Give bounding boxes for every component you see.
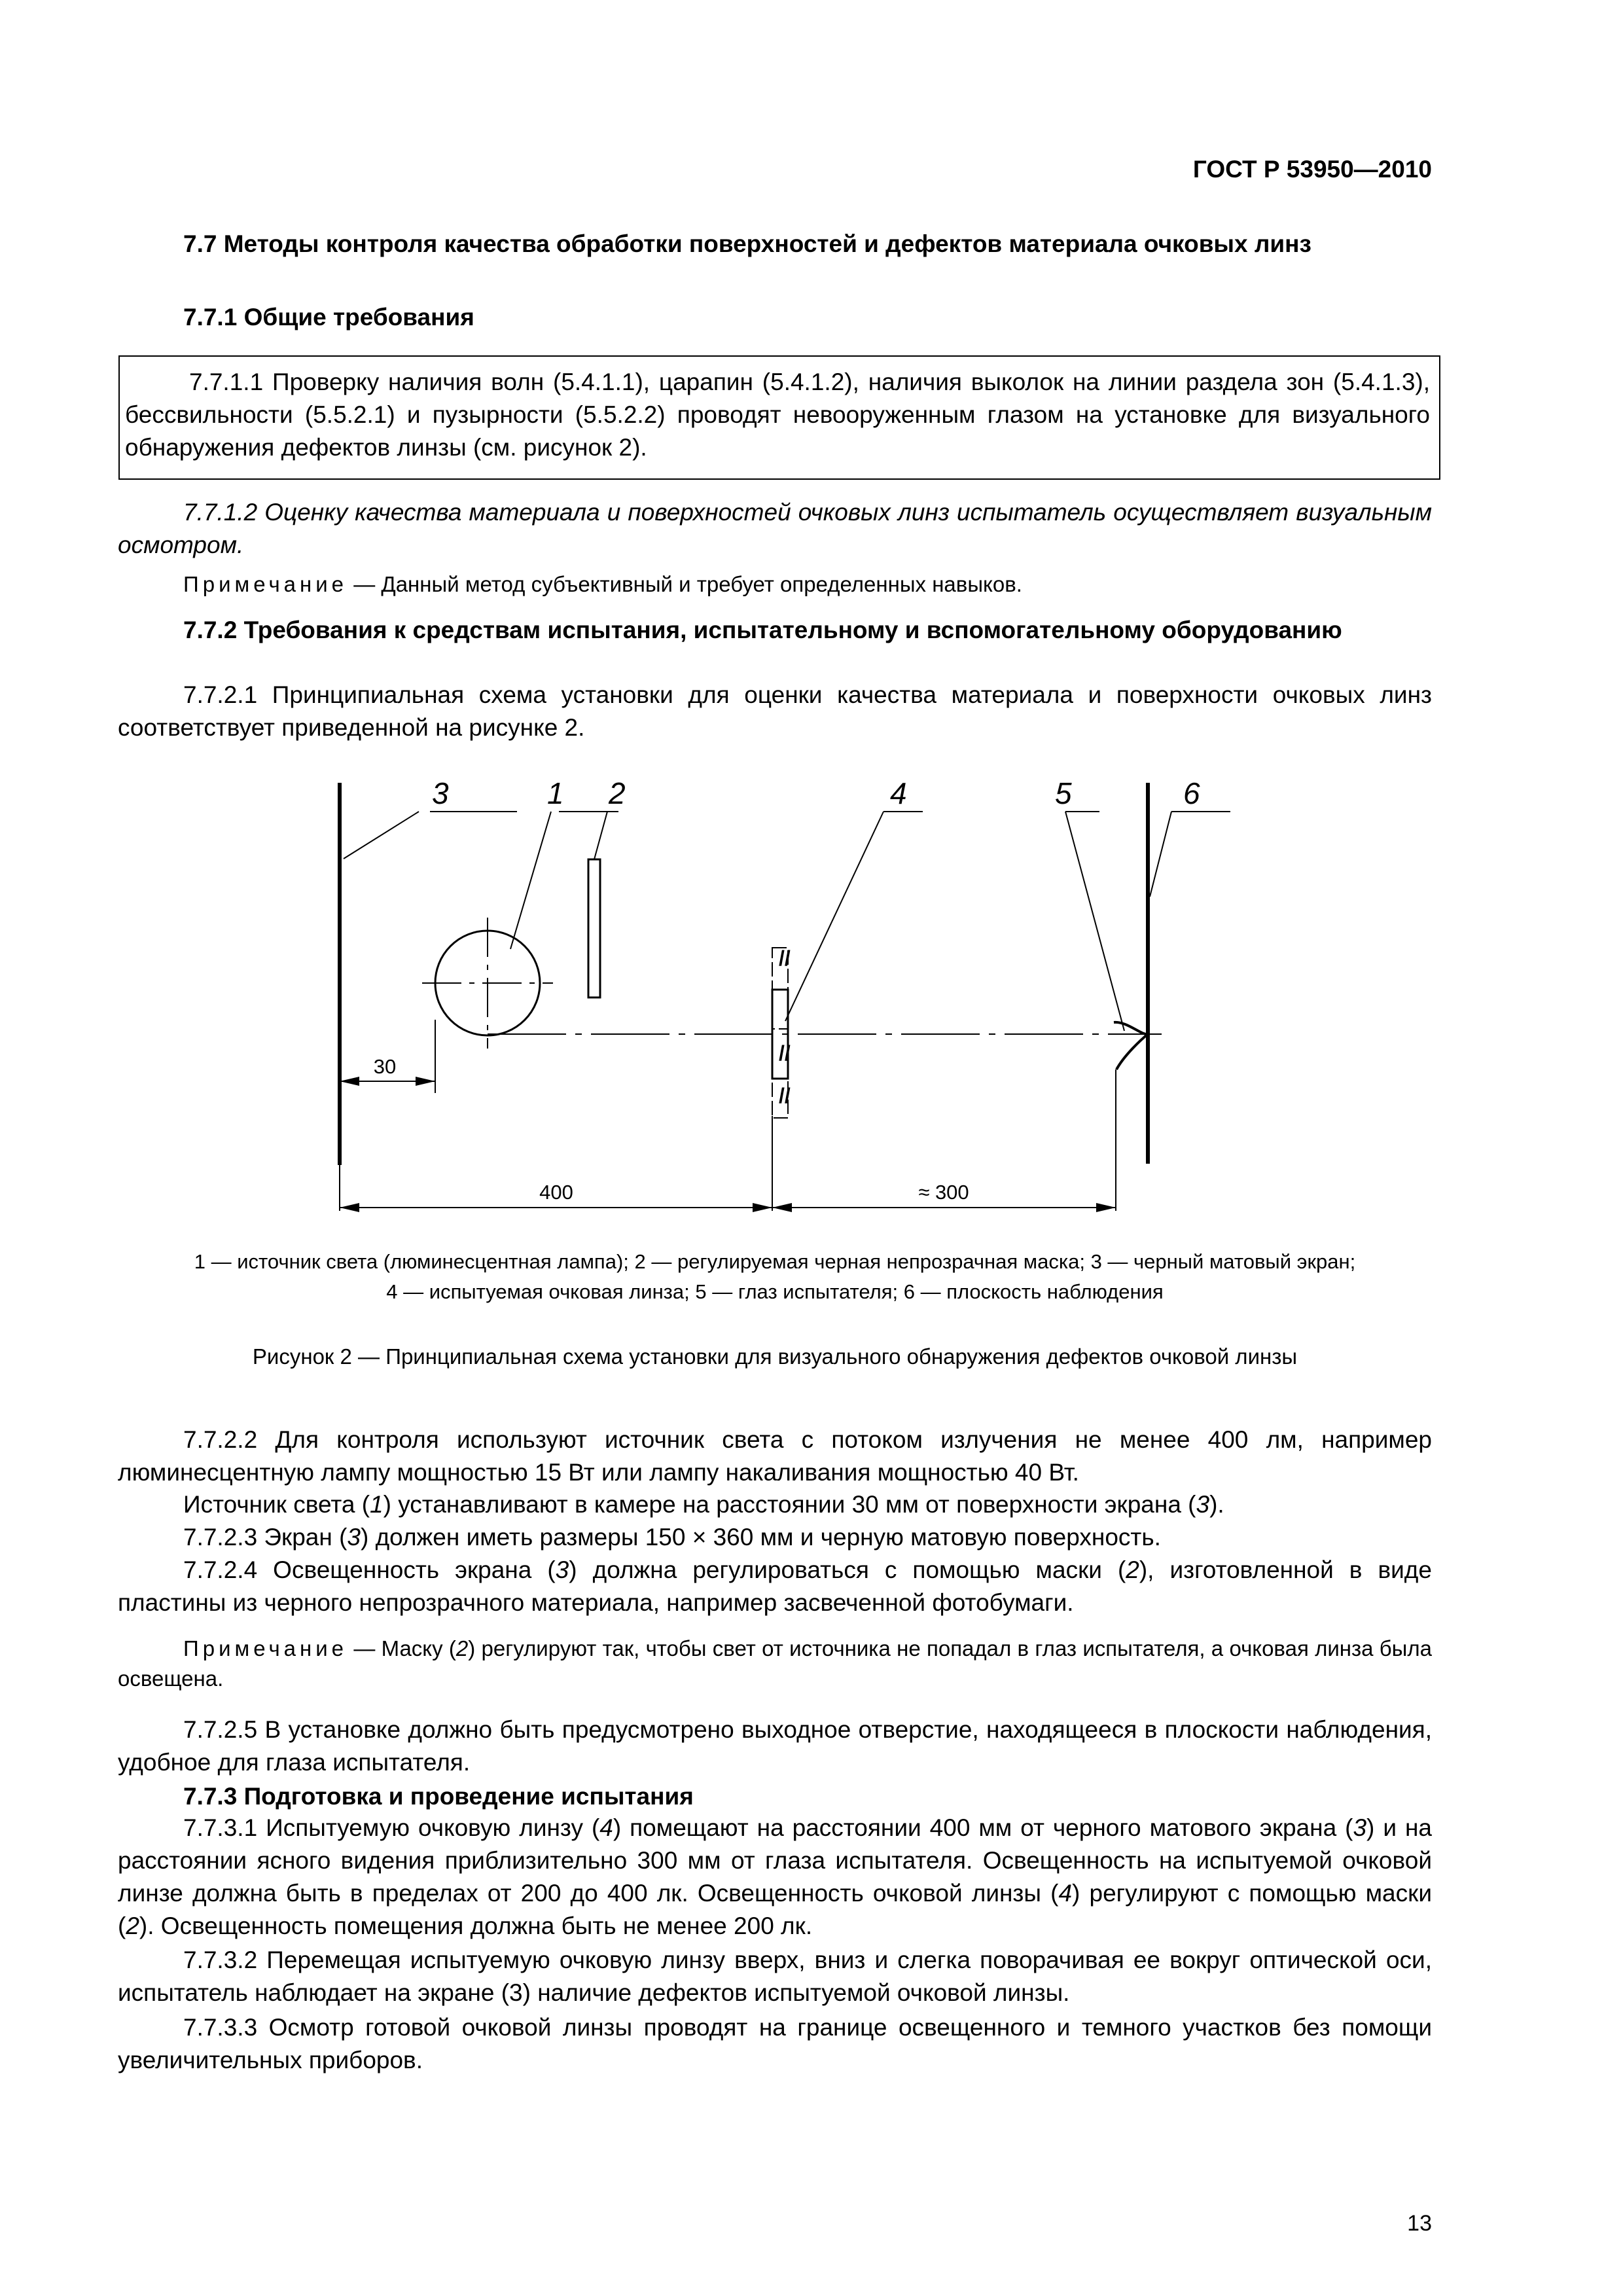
hatch-mark-1: // <box>779 946 791 970</box>
text-fragment: ) должна регулироваться с помощью маски ( <box>569 1556 1126 1583</box>
legend-line-1: 1 — источник света (люминесцентная лампа); 2 — регулируемая черная непрозрачная маска; 3 — черный матовый экран; <box>194 1250 1356 1273</box>
arrow-400-left <box>340 1203 359 1212</box>
text-fragment: ). Освещенность помещения должна быть не менее 200 лк. <box>139 1912 813 1939</box>
ref-4: 4 <box>599 1814 613 1841</box>
note-label: Примечание <box>183 1636 348 1660</box>
text-fragment: ) должен иметь размеры 150 × 360 мм и черную матовую поверхность. <box>360 1524 1161 1551</box>
paragraph-light-source <box>183 1488 1224 1521</box>
text-fragment: 7.7.2.3 Экран ( <box>183 1524 348 1551</box>
section-7-7-2-heading: 7.7.2 Требования к средствам испытания, испытательному и вспомогательному оборудованию <box>183 617 1342 643</box>
text-fragment: ) регулируют с помощью маски ( <box>118 1880 1432 1939</box>
text-fragment: — Маску ( <box>353 1636 456 1660</box>
text-fragment: ) устанавливают в камере на расстоянии 30 мм от поверхности экрана ( <box>383 1491 1196 1518</box>
text-fragment: 7.7.3.1 Испытуемую очковую линзу ( <box>183 1814 600 1841</box>
ref-3: 3 <box>1196 1491 1210 1518</box>
paragraph-7-7-2-3 <box>183 1521 1161 1554</box>
text-fragment: ). <box>1209 1491 1224 1518</box>
dim-label-300: ≈ 300 <box>918 1181 969 1204</box>
text-fragment: 7.7.2.4 Освещенность экрана ( <box>183 1556 556 1583</box>
note-label: Примечание <box>183 572 348 596</box>
ref-2: 2 <box>126 1912 139 1939</box>
label-3: 3 <box>432 776 449 810</box>
section-title: Методы контроля качества обработки поверхностей и дефектов материала очковых линз <box>223 230 1311 257</box>
arrow-30-left <box>340 1077 359 1086</box>
paragraph-7-7-1-2: 7.7.1.2 Оценку качества материала и поверхностей очковых линз испытатель осуществляет визуальным осмотром. <box>118 499 1432 558</box>
leader-2 <box>594 812 607 859</box>
ref-4: 4 <box>1058 1880 1073 1907</box>
hatch-mark-2: // <box>779 1041 791 1065</box>
ref-3: 3 <box>555 1556 569 1583</box>
ref-3: 3 <box>347 1524 361 1551</box>
paragraph-7-7-1-1: 7.7.1.1 Проверку наличия волн (5.4.1.1), царапин (5.4.1.2), наличия выколок на линии раздела зон (5.4.1.3), бессвильности (5.5.2.1) и пузырности (5.5.2.2) проводят невооруженным глазом на установке для визуального обнаружения дефектов линзы (см. рисунок 2). <box>125 368 1430 461</box>
paragraph-7-7-3-2: 7.7.3.2 Перемещая испытуемую очковую линзу вверх, вниз и слегка поворачивая ее вокруг оптической оси, испытатель наблюдает на экране (3) наличие дефектов испытуемой очковой линзы. <box>118 1946 1432 2006</box>
note-text: — Данный метод субъективный и требует определенных навыков. <box>353 572 1022 596</box>
leader-3 <box>344 812 419 859</box>
leader-1 <box>510 812 551 949</box>
label-4: 4 <box>890 776 907 810</box>
text-fragment: Источник света ( <box>183 1491 370 1518</box>
paragraph-7-7-3-3: 7.7.3.3 Осмотр готовой очковой линзы проводят на границе освещенного и темного участков без помощи увеличительных приборов. <box>118 2014 1432 2073</box>
ref-3: 3 <box>1353 1814 1367 1841</box>
paragraph-7-7-2-5: 7.7.2.5 В установке должно быть предусмотрено выходное отверстие, находящееся в плоскости наблюдения, удобное для глаза испытателя. <box>118 1716 1432 1776</box>
arrow-300-left <box>772 1203 792 1212</box>
arrow-400-right <box>753 1203 772 1212</box>
text-fragment: ) помещают на расстоянии 400 мм от черного матового экрана ( <box>613 1814 1353 1841</box>
label-6: 6 <box>1183 776 1200 810</box>
mask-rect <box>588 859 600 997</box>
arrow-30-right <box>416 1077 435 1086</box>
leader-4 <box>785 812 883 1021</box>
ref-1: 1 <box>370 1491 383 1518</box>
page-number: 13 <box>1407 2211 1432 2236</box>
dim-label-30: 30 <box>373 1055 397 1078</box>
figure-caption: Рисунок 2 — Принципиальная схема установки для визуального обнаружения дефектов очковой линзы <box>252 1344 1298 1369</box>
label-1: 1 <box>547 776 564 810</box>
leader-5 <box>1065 812 1124 1031</box>
figure-legend <box>118 1247 1432 1307</box>
paragraph-7-7-2-1: 7.7.2.1 Принципиальная схема установки для оценки качества материала и поверхности очковых линз соответствует приведенной на рисунке 2. <box>118 681 1432 741</box>
eye-shape <box>1114 1022 1148 1069</box>
ref-2: 2 <box>1126 1556 1139 1583</box>
paragraph-7-7-2-4 <box>118 1554 1432 1619</box>
section-7-7-3-heading: 7.7.3 Подготовка и проведение испытания <box>183 1783 694 1810</box>
section-number: 7.7 <box>183 230 217 257</box>
paragraph-7-7-2-2: 7.7.2.2 Для контроля используют источник света с потоком излучения не менее 400 лм, например люминесцентную лампу мощностью 15 Вт или лампу накаливания мощностью 40 Вт. <box>118 1426 1432 1486</box>
label-2: 2 <box>609 776 626 810</box>
label-5: 5 <box>1055 776 1072 810</box>
legend-line-2: 4 — испытуемая очковая линза; 5 — глаз испытателя; 6 — плоскость наблюдения <box>386 1280 1164 1303</box>
dim-label-400: 400 <box>539 1181 573 1204</box>
arrow-300-right <box>1096 1203 1116 1212</box>
note-2 <box>118 1634 1432 1694</box>
text-fragment: ), изготовленной в виде пластины из черного непрозрачного материала, например засвеченной фотобумаги. <box>118 1556 1432 1616</box>
text-fragment: ) регулируют так, чтобы свет от источника не попадал в глаз испытателя, а очковая линза была освещена. <box>118 1636 1432 1691</box>
standard-number: ГОСТ Р 53950—2010 <box>1192 156 1432 183</box>
paragraph-7-7-3-1 <box>118 1812 1432 1943</box>
section-7-7-1-heading: 7.7.1 Общие требования <box>183 304 474 331</box>
leader-6 <box>1150 812 1171 897</box>
hatch-mark-3: // <box>779 1084 791 1107</box>
ref-2: 2 <box>455 1636 469 1660</box>
text-fragment: ) и на расстоянии ясного видения приблизительно 300 мм от глаза испытателя. Освещенность на испытуемой очковой линзе должна быть в пределах от 200 до 400 лк. Освещенность очковой линзы ( <box>118 1814 1432 1907</box>
